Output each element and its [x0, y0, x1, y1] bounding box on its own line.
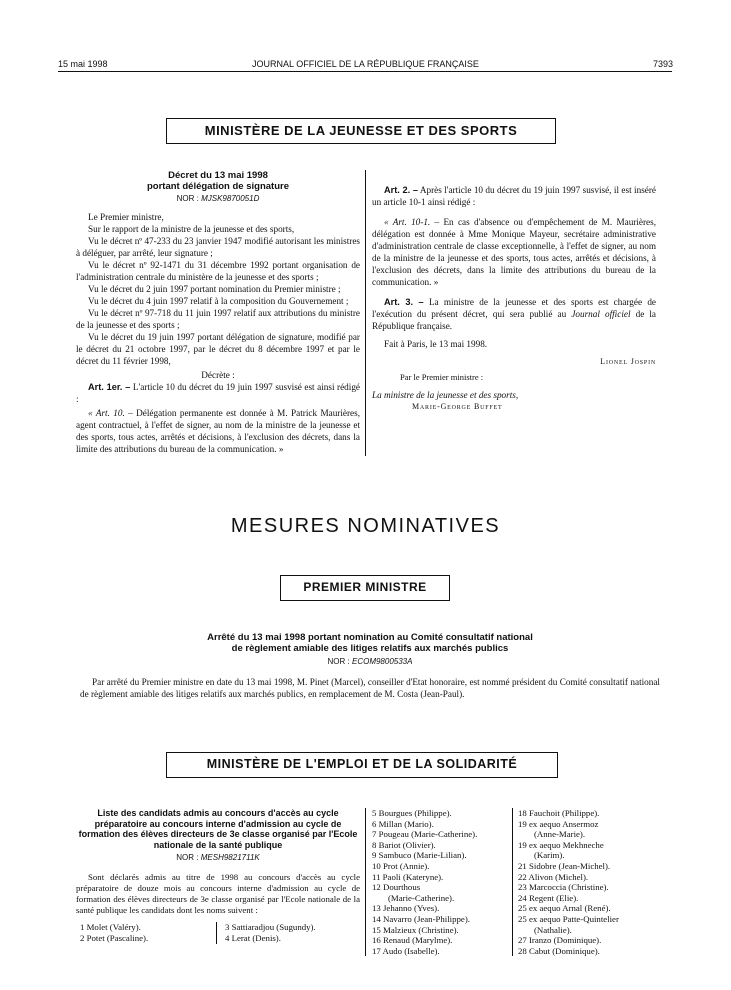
liste-col-b: [216, 922, 316, 944]
liste-rank-1-4: [76, 922, 360, 944]
liste-col-c: [372, 808, 506, 956]
liste-intro: Sont déclarés admis au titre de 1998 au concours d'accès au cycle préparatoire de douze mois au concours interne d'admission au cycle de formation des élèves directeurs de 3e classe organisé par l'Ecole nationale de la santé publique les candidats dont les noms suivent :: [76, 872, 360, 915]
list-item: 28 Cabut (Dominique).: [518, 945, 600, 956]
decret-para-7: Vu le décret du 19 juin 1997 portant délégation de signature, modifié par le décret du 21 octobre 1997, par le décret du 8 décembre 1997 et par le décret du 11 février 1998,: [76, 332, 360, 366]
decret-title: [76, 170, 360, 192]
decret-right-column: [372, 170, 656, 413]
decret-nor: NOR : MJSK9870051D: [176, 194, 260, 203]
liste-left-column: [76, 808, 360, 944]
decret-para-4: Vu le décret du 2 juin 1997 portant nomination du Premier ministre ;: [88, 284, 341, 294]
ministry-jeunesse-box: MINISTÈRE DE LA JEUNESSE ET DES SPORTS: [166, 118, 556, 144]
list-item: 18 Fauchoit (Philippe).: [518, 808, 600, 818]
decret-fait: Fait à Paris, le 13 mai 1998.: [384, 339, 488, 349]
arrete-block: [80, 632, 660, 700]
list-item: 10 Prot (Annie).: [372, 860, 430, 871]
list-item: 4 Lerat (Denis).: [225, 933, 281, 943]
mesures-nominatives-heading: MESURES NOMINATIVES: [230, 515, 501, 537]
decret-para-5: Vu le décret du 4 juin 1997 relatif à la composition du Gouvernement ;: [88, 296, 349, 306]
list-item: 7 Pougeau (Marie-Catherine).: [372, 829, 478, 840]
list-item: (Anne-Marie).: [534, 829, 586, 840]
arrete-title-line1: Arrêté du 13 mai 1998 portant nomination au Comité consultatif national: [207, 632, 533, 643]
decret-para-6: Vu le décret nº 97-718 du 11 juin 1997 relatif aux attributions du ministre de la jeunesse et des sports ;: [76, 308, 360, 330]
decret-ministre-title: La ministre de la jeunesse et des sports,: [372, 390, 519, 400]
list-item: 3 Sattiaradjou (Sugundy).: [225, 922, 316, 932]
decret-article-10: « Art. 10. – Délégation permanente est donnée à M. Patrick Maurières, agent contractuel, à l'effet de signer, au nom de la ministre de la jeunesse et des sports, tous actes, arrêtés et décisions, à l'exclusion des décrets, dans la limite des attributions du bureau de la communication. »: [76, 408, 360, 454]
header-page-number: 7393: [652, 59, 673, 69]
list-item: (Nathalie).: [534, 924, 572, 935]
list-item: 14 Navarro (Jean-Philippe).: [372, 913, 470, 924]
list-item: 15 Malzieux (Christine).: [372, 924, 459, 935]
list-item: (Karim).: [534, 850, 565, 861]
list-item: 12 Dourthous: [372, 882, 421, 893]
decret-left-column: [76, 170, 360, 455]
decret-par-premier-ministre: Par le Premier ministre :: [400, 372, 484, 382]
list-item: 25 ex aequo Arnal (René).: [518, 903, 611, 914]
list-item: 16 Renaud (Marylme).: [372, 935, 453, 946]
liste-nor: NOR : MESH9821711K: [176, 853, 260, 862]
decret-para-3: Vu le décret nº 92-1471 du 31 décembre 1992 portant organisation de l'administration centrale du ministère de la jeunesse et des sports ;: [76, 260, 360, 282]
decret-article-1: Art. 1er. – L'article 10 du décret du 19 juin 1997 susvisé est ainsi rédigé :: [76, 382, 360, 404]
decret-para-1: Sur le rapport de la ministre de la jeunesse et des sports,: [88, 224, 295, 234]
header-journal: JOURNAL OFFICIEL DE LA RÉPUBLIQUE FRANÇAISE: [252, 59, 479, 69]
list-item: 21 Sidobre (Jean-Michel).: [518, 860, 611, 871]
list-item: (Marie-Catherine).: [388, 892, 455, 903]
liste-col-d: [518, 808, 660, 956]
list-item: 9 Sambuco (Marie-Lilian).: [372, 850, 467, 861]
arrete-title: [80, 632, 660, 654]
list-item: 13 Jehanno (Yves).: [372, 903, 440, 914]
column-divider: [365, 170, 366, 456]
list-item: 11 Paoli (Kateryne).: [372, 871, 444, 882]
list-item: 25 ex aequo Patte-Quintelier: [518, 913, 619, 924]
arrete-nor: NOR : ECOM9800533A: [327, 657, 413, 666]
list-item: 19 ex aequo Mekhneche: [518, 839, 604, 850]
list-item: 19 ex aequo Ansermoz: [518, 818, 599, 829]
arrete-text: Par arrêté du Premier ministre en date du 13 mai 1998, M. Pinet (Marcel), conseiller d'Etat honoraire, est nommé président du Comité consultatif national de règlement amiable des litiges relatifs aux marchés publics, en remplacement de M. Costa (Jean-Paul).: [80, 677, 660, 699]
decret-article-10-1: « Art. 10-1. – En cas d'absence ou d'empêchement de M. Maurières, délégation est donnée à Mme Monique Mayeur, secrétaire administrative d'administration centrale de classe exceptionnelle, à l'effet de signer, au nom de la ministre de la jeunesse et des sports, tous actes, arrêtés et décisions, à l'exclusion des décrets, dans la limite des attributions du bureau de la communication. »: [372, 217, 656, 287]
decret-decrete: Décrète :: [201, 370, 235, 380]
header-date: 15 mai 1998: [58, 59, 108, 69]
premier-ministre-box: PREMIER MINISTRE: [280, 575, 450, 601]
list-item: 23 Marcoccia (Christine).: [518, 882, 609, 893]
decret-signature-jospin: Lionel Jospin: [600, 357, 656, 366]
decret-para-0: Le Premier ministre,: [88, 212, 164, 222]
decret-article-3: Art. 3. – La ministre de la jeunesse et des sports est chargée de l'exécution du présent décret, qui sera publié au Journal officiel de la République française.: [372, 297, 657, 331]
arrete-title-line2: de règlement amiable des litiges relatifs aux marchés publics: [231, 643, 509, 654]
list-item: 6 Millan (Mario).: [372, 818, 434, 829]
list-item: 8 Bariot (Olivier).: [372, 839, 436, 850]
decret-signature-buffet: Marie-George Buffet: [412, 402, 503, 411]
liste-col-a: [80, 922, 216, 944]
list-item: 17 Audo (Isabelle).: [372, 945, 440, 956]
list-item: 5 Bourgues (Philippe).: [372, 808, 452, 818]
decret-title-line1: Décret du 13 mai 1998: [168, 170, 268, 181]
decret-para-2: Vu le décret nº 47-233 du 23 janvier 1947 modifié autorisant les ministres à déléguer, par arrêté, leur signature ;: [76, 236, 360, 258]
liste-title: Liste des candidats admis au concours d'accès au cycle préparatoire au concours interne d'admission au cycle de formation des élèves directeurs de 3e classe organisé par l'Ecole nationale de la santé publique: [78, 808, 358, 850]
list-item: 2 Potet (Pascaline).: [80, 933, 149, 943]
list-item: 24 Regent (Elie).: [518, 892, 579, 903]
list-item: 1 Molet (Valéry).: [80, 922, 141, 932]
list-item: 27 Iranzo (Dominique).: [518, 935, 602, 946]
liste-divider-1: [365, 808, 366, 956]
decret-article-2: Art. 2. – Après l'article 10 du décret du 19 juin 1997 susvisé, il est inséré un article 10-1 ainsi rédigé :: [372, 185, 656, 207]
liste-divider-2: [512, 808, 513, 956]
header-rule: [58, 71, 672, 72]
decret-title-line2: portant délégation de signature: [147, 181, 289, 192]
list-item: 22 Alivon (Michel).: [518, 871, 589, 882]
ministry-emploi-box: MINISTÈRE DE L'EMPLOI ET DE LA SOLIDARITÉ: [166, 752, 558, 778]
